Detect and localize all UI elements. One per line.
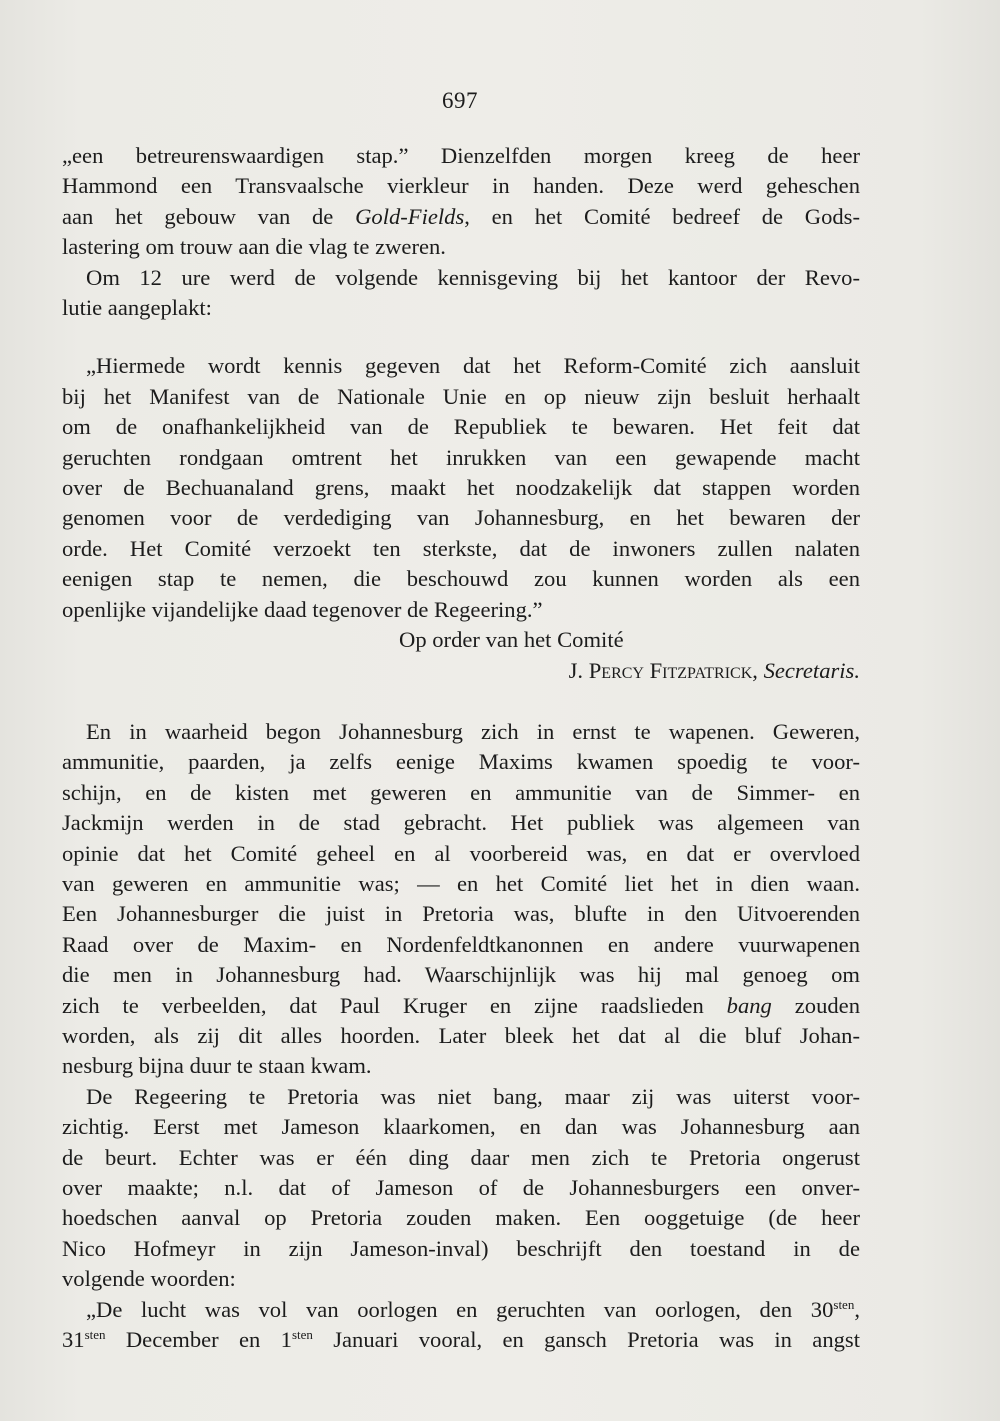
quote-line: om de onafhankelijkheid van de Republiek te bewaren. Het feit dat <box>62 414 860 440</box>
superscript: sten <box>833 1296 855 1312</box>
text-line <box>62 991 860 1021</box>
text-line: die men in Johannesburg had. Waarschijnlijk was hij mal genoeg om <box>62 962 860 988</box>
text-line: zichtig. Eerst met Jameson klaarkomen, en dan was Johannesburg aan <box>62 1114 860 1140</box>
text-line <box>62 1325 860 1355</box>
text-line: lastering om trouw aan die vlag te zweren. <box>62 234 446 260</box>
text-line: ammunitie, paarden, ja zelfs eenige Maxims kwamen spoedig te voor- <box>62 749 860 775</box>
text-line: Hammond een Transvaalsche vierkleur in handen. Deze werd geheschen <box>62 173 860 199</box>
text-line: Raad over de Maxim- en Nordenfeldtkanonnen en andere vuurwapenen <box>62 931 860 957</box>
quote-line: eenigen stap te nemen, die beschouwd zou kunnen worden als een <box>62 566 860 592</box>
quote-line: „Hiermede wordt kennis gegeven dat het Reform-Comité zich aansluit <box>86 353 860 379</box>
text-fragment: , <box>854 1296 860 1322</box>
text-line: nesburg bijna duur te staan kwam. <box>62 1053 372 1079</box>
quote-line: genomen voor de verdediging van Johannesburg, en het bewaren der <box>62 505 860 531</box>
text-line: opinie dat het Comité geheel en al voorbereid was, en dat er overvloed <box>62 840 860 866</box>
italic-text: Gold-Fields <box>355 203 465 229</box>
text-fragment: Januari vooral, en gansch Pretoria was in angst <box>312 1327 860 1353</box>
text-line: En in waarheid begon Johannesburg zich in ernst te wapenen. Geweren, <box>86 718 860 744</box>
signatory-title: Secretaris. <box>763 657 860 683</box>
superscript: sten <box>84 1327 106 1343</box>
text-line <box>62 1295 860 1325</box>
text-line: volgende woorden: <box>62 1266 236 1292</box>
text-line <box>62 202 860 232</box>
text-line: over maakte; n.l. dat of Jameson of de Johannesburgers een onver- <box>62 1175 860 1200</box>
quote-line: geruchten rondgaan omtrent het inrukken van een gewapende macht <box>62 444 860 470</box>
text-line: hoedschen aanval op Pretoria zouden maken. Een ooggetuige (de heer <box>62 1205 860 1231</box>
quote-line: openlijke vijandelijke daad tegenover de Regeering.” <box>62 596 543 622</box>
italic-text: bang <box>726 992 772 1018</box>
text-line: schijn, en de kisten met geweren en ammunitie van de Simmer- en <box>62 779 860 805</box>
text-line: Nico Hofmeyr in zijn Jameson-inval) beschrijft den toestand in de <box>62 1235 860 1261</box>
text-fragment: zouden <box>794 992 860 1018</box>
quote-line: orde. Het Comité verzoekt ten sterkste, dat de inwoners zullen nalaten <box>62 535 860 561</box>
quote-line: bij het Manifest van de Nationale Unie en op nieuw zijn besluit herhaalt <box>62 383 860 409</box>
signature-line: Op order van het Comité <box>399 627 624 653</box>
text-fragment: zich te verbeelden, dat Paul Kruger en zijne raadslieden <box>62 992 704 1018</box>
signatory-name: J. Percy Fitzpatrick, <box>568 657 764 683</box>
text-line: Een Johannesburger die juist in Pretoria was, blufte in den Uitvoerenden <box>62 901 860 927</box>
text-line: de beurt. Echter was er één ding daar men zich te Pretoria ongerust <box>62 1144 860 1170</box>
text-fragment: 31 <box>62 1327 85 1353</box>
text-fragment: aan het gebouw van de <box>62 203 334 229</box>
text-line: De Regeering te Pretoria was niet bang, maar zij was uiterst voor- <box>86 1083 860 1109</box>
page-body-text <box>62 141 860 1355</box>
text-line: worden, als zij dit alles hoorden. Later bleek het dat al die bluf Johan- <box>62 1022 860 1048</box>
text-line: van geweren en ammunitie was; — en het Comité liet het in dien waan. <box>62 870 860 896</box>
quote-line: over de Bechuanaland grens, maakt het noodzakelijk dat stappen worden <box>62 475 860 501</box>
text-line: Om 12 ure werd de volgende kennisgeving bij het kantoor der Revo- <box>86 264 860 290</box>
signature-name <box>62 656 860 686</box>
text-line: lutie aangeplakt: <box>62 295 212 321</box>
text-line: „een betreurenswaardigen stap.” Dienzelfden morgen kreeg de heer <box>62 143 860 168</box>
text-line: Jackmijn werden in de stad gebracht. Het publiek was algemeen van <box>62 810 860 836</box>
page-number: 697 <box>442 88 478 113</box>
superscript: sten <box>291 1327 313 1343</box>
text-fragment: „De lucht was vol van oorlogen en geruchten van oorlogen, den 30 <box>86 1296 834 1322</box>
text-fragment: December en 1 <box>105 1327 292 1353</box>
text-fragment: , en het Comité bedreef de Gods- <box>464 203 860 229</box>
